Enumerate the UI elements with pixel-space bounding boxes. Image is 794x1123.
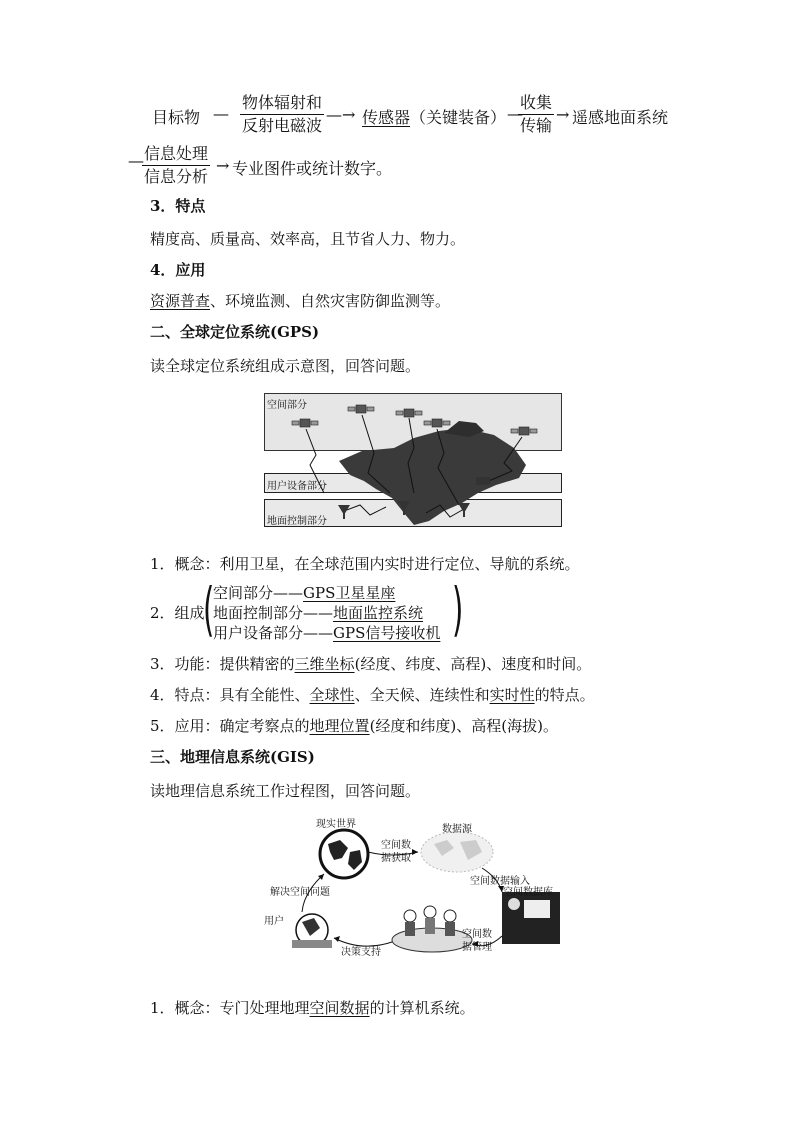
gis-label-acquire-1: 空间数 [381,840,411,851]
gis-label-manage-2: 据管理 [462,942,492,953]
gis-label-database: 空间数据库 [503,887,553,898]
user-part-label: 用户设备部分—— [213,624,334,642]
rs-application-text [150,290,450,311]
gps-illustration [264,393,561,526]
gis-label-decision: 决策支持 [341,947,381,958]
flow-sensor-note: （关键装备） [410,108,507,127]
gps-concept: 1．概念：利用卫星，在全球范围内实时进行定位、导航的系统。 [150,555,580,573]
rs-application-underlined: 资源普查 [150,292,211,310]
rs-application-rest: 、环境监测、自然灾害防御监测等。 [210,292,451,310]
flow-arrow: → [216,156,230,175]
rs-feature-heading: 3．特点 [150,197,206,215]
flow-radiation-top: 物体辐射和 [240,93,324,115]
gps-application-underlined: 地理位置 [309,717,370,735]
rs-feature-text: 精度高、质量高、效率高，且节省人力、物力。 [150,230,466,248]
gps-user-label: 用户设备部分 [267,481,327,492]
flow-collect-top: 收集 [518,93,554,115]
flow-process-fraction [142,144,210,187]
gps-application-prefix: 5．应用：确定考察点的 [150,717,310,735]
flow-collect-bottom: 传输 [520,116,553,135]
flow-dash: — [507,104,523,123]
satellite-icon [424,419,450,427]
gps-heading: 二、全球定位系统(GPS) [150,323,320,341]
gps-application [150,715,558,736]
gps-function-underlined: 三维坐标 [294,655,355,673]
gps-function [150,653,591,674]
gps-function-prefix: 3．功能：提供精密的 [150,655,295,673]
satellite-icon [396,409,422,417]
gps-features-middle: 、全天候、连续性和 [354,686,490,704]
gis-label-solve: 解决空间问题 [270,887,330,898]
world-map-icon [421,832,493,872]
antenna-icon [458,503,470,517]
flow-radiation-bottom: 反射电磁波 [242,116,323,135]
flow-process-bottom: 信息分析 [144,167,209,186]
gps-composition-space [213,582,395,603]
gps-ground-label: 地面控制部分 [267,516,327,527]
gps-composition-user [213,622,440,643]
space-part-label: 空间部分—— [213,584,304,602]
gis-concept-underlined: 空间数据 [309,999,370,1017]
flow-process-top: 信息处理 [142,144,210,166]
user-with-globe-icon [292,914,332,948]
gis-concept-suffix: 的计算机系统。 [369,999,475,1017]
satellite-icon [511,427,537,435]
antenna-icon [338,505,350,519]
flow-arrow: —→ [326,105,356,124]
ground-part-label: 地面控制部分—— [213,604,334,622]
flow-result: 专业图件或统计数字。 [232,159,393,178]
gis-label-acquire-2: 据获取 [381,853,411,864]
right-brace-icon: ) [452,575,464,643]
signal-line [344,505,386,515]
gis-label-input: 空间数据输入 [470,876,530,887]
computer-workstation-icon [502,892,560,944]
flow-arrow: → [556,105,570,124]
gps-features-suffix: 的特点。 [534,686,595,704]
gps-application-suffix: (经度和纬度)、高程(海拔)。 [369,717,558,735]
decision-meeting-icon [392,906,472,952]
flow-target: 目标物 [152,108,201,127]
gis-intro: 读地理信息系统工作过程图，回答问题。 [150,782,421,800]
flow-radiation-fraction [240,93,324,136]
gis-concept [150,997,475,1018]
gps-features-realtime: 实时性 [489,686,535,704]
gps-features-global: 全球性 [309,686,355,704]
globe-icon [320,830,368,878]
gps-features [150,684,595,705]
satellite-icon [348,405,374,413]
gis-label-manage-1: 空间数 [462,929,492,940]
user-part-value: GPS信号接收机 [333,624,441,642]
gps-composition-ground [213,602,423,623]
gis-label-user: 用户 [264,916,284,927]
gis-label-real-world: 现实世界 [316,819,356,830]
gps-space-label: 空间部分 [267,400,307,411]
rs-application-heading: 4．应用 [150,261,206,279]
flow-ground-system: 遥感地面系统 [572,108,669,127]
ground-part-value: 地面监控系统 [333,604,424,622]
left-brace-icon: ( [203,575,215,643]
flow-sensor: 传感器 [362,108,411,127]
gps-features-prefix: 4．特点：具有全能性、 [150,686,310,704]
gps-composition-label: 2．组成 [150,604,205,622]
gis-label-source: 数据源 [442,824,472,835]
receiver-icon [476,477,490,485]
flow-dash: — [128,151,144,170]
flow-collect-fraction [518,93,554,136]
signal-line [306,429,324,493]
gis-concept-prefix: 1．概念：专门处理地理 [150,999,310,1017]
gis-heading: 三、地理信息系统(GIS) [150,748,315,766]
gps-function-suffix: (经度、纬度、高程)、速度和时间。 [354,655,592,673]
flow-dash: — [213,104,229,123]
gps-intro: 读全球定位系统组成示意图，回答问题。 [150,357,421,375]
satellite-icon [292,419,318,427]
space-part-value: GPS卫星星座 [303,584,396,602]
